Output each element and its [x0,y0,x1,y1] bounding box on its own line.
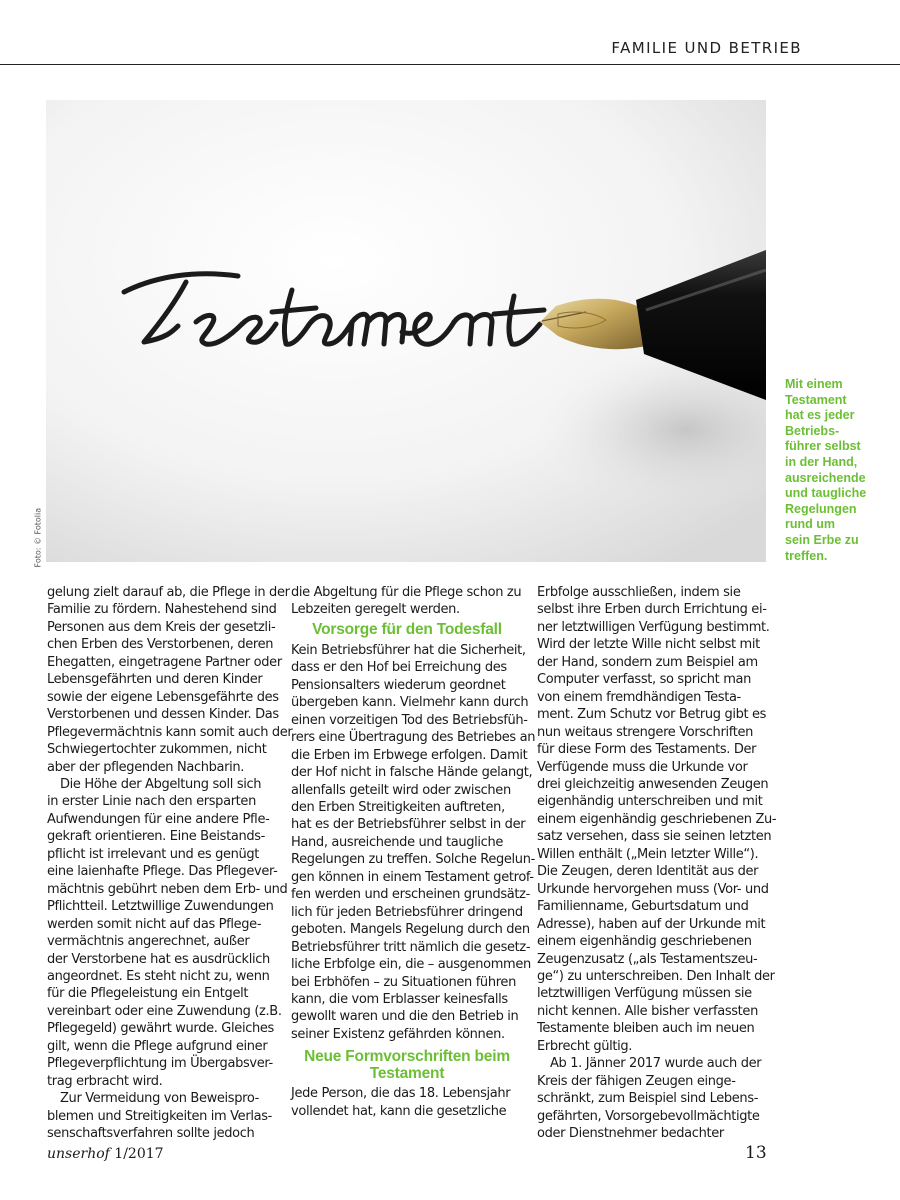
pull-quote-line: Mit einem [785,377,843,391]
text-line: Kein Betriebsführer hat die Sicherheit, [291,642,526,658]
text-line: der Hand, sondern zum Beispiel am [537,654,758,670]
pull-quote-line: treffen. [785,548,828,563]
text-line: Verstorbenen und dessen Kinder. Das [47,707,279,723]
text-line: rers eine Übertragung des Betriebes an [291,730,536,746]
text-line: pflicht ist irrelevant und es genügt [47,846,260,862]
text-line: Pflegegeld) gewährt wurde. Gleiches [47,1021,274,1037]
issue-number: 1/2017 [114,1146,164,1162]
text-line: vollendet hat, kann die gesetzliche [291,1103,507,1119]
text-line: die Abgeltung für die Pflege schon zu [291,585,522,600]
pull-quote-line: ausreichende [785,470,866,485]
pull-quote [785,377,893,564]
text-line: übergeben kann. Vielmehr kann durch [291,695,529,711]
pull-quote-line: Betriebs- [785,423,840,438]
text-line: lich für jeden Betriebsführer dringend [291,904,523,920]
text-line: gen können in einem Testament getrof- [291,869,534,885]
text-line: seiner Existenz gefährden können. [291,1026,505,1042]
pull-quote-line: sein Erbe zu [785,532,859,547]
pull-quote-line: hat es jeder [785,408,855,423]
article-column-2 [291,584,536,1120]
text-line: Ab 1. Jänner 2017 wurde auch der [550,1056,762,1072]
text-line: einem eigenhändig geschriebenen Zu- [537,811,777,827]
text-line: einen vorzeitigen Tod des Betriebsfüh- [291,712,528,728]
text-line: Lebensgefährten und deren Kinder [47,672,263,688]
text-line: von einem fremdhändigen Testa- [537,689,741,705]
text-line: chen Erben des Verstorbenen, deren [47,637,274,653]
text-line: gilt, wenn die Pflege aufgrund einer [47,1038,268,1054]
text-line: eine laienhafte Pflege. Das Pflegever- [47,864,278,880]
magazine-issue [47,1146,164,1162]
text-line: nicht kennen. Alle bisher verfassten [537,1003,758,1019]
text-line: Familienname, Geburtsdatum und [537,899,749,915]
text-line: satz versehen, dass sie seinen letzten [537,829,772,845]
text-line: senschaftsverfahren sollte jedoch [47,1126,255,1142]
text-line: für diese Form des Testaments. Der [537,742,757,758]
text-line: trag erbracht wird. [47,1073,163,1089]
text-line: ner letztwilligen Verfügung bestimmt. [537,619,770,635]
pull-quote-line: Regelungen [785,501,857,516]
text-line: Hand, ausreichende und taugliche [291,834,503,850]
text-line: selbst ihre Erben durch Errichtung ei- [537,602,767,618]
text-line: Personen aus dem Kreis der gesetzli- [47,619,276,635]
pull-quote-line: und taugliche [785,486,867,501]
text-line: dass er den Hof bei Erreichung des [291,660,507,676]
text-line: mächtnis gebührt neben dem Erb- und [47,881,288,897]
text-line: Die Höhe der Abgeltung soll sich [60,776,262,792]
text-line: nun weitaus strengere Vorschriften [537,724,753,740]
subheading-vorsorge: Vorsorge für den Todesfall [312,620,502,638]
page-number: 13 [745,1143,767,1163]
subheading-formvorschriften: Neue Formvorschriften beim Testament [304,1048,510,1083]
magazine-name: unserhof [47,1146,110,1162]
text-line: Adresse), haben auf der Urkunde mit [537,916,766,932]
text-line: in erster Linie nach den ersparten [47,794,256,810]
text-line: letztwilligen Verfügung müssen sie [537,986,752,1002]
text-line: Schwiegertochter zukommen, nicht [47,742,267,758]
text-line: Familie zu fördern. Nahestehend sind [47,602,277,618]
pull-quote-line: Testament [785,392,847,407]
text-line: schränkt, zum Beispiel sind Lebens- [537,1091,759,1107]
text-line: Aufwendungen für eine andere Pfle- [47,811,270,827]
photo-credit: Foto: © Fotolia [33,507,43,568]
text-line: Pflegevermächtnis kann somit auch der [47,724,293,740]
text-line: Erbfolge ausschließen, indem sie [537,585,741,600]
text-line: der Hof nicht in falsche Hände gelangt, [291,765,533,781]
text-line: den Erben Streitigkeiten auftreten, [291,799,505,815]
text-line: die Erben im Erbwege erfolgen. Damit [291,747,528,763]
text-line: vermächtnis angerechnet, außer [47,934,250,950]
testament-photo [46,100,766,562]
text-line: Zeugenzusatz („als Testamentszeu- [537,951,758,967]
text-line: geboten. Mangels Regelung durch den [291,922,530,938]
text-line: Willen enthält („Mein letzter Wille“). [537,846,759,862]
text-line: gelung zielt darauf ab, die Pflege in der [47,585,290,600]
text-line: Pflegeverpflichtung im Übergabsver- [47,1056,273,1072]
text-line: Lebzeiten geregelt werden. [291,602,460,618]
text-line: Pflichtteil. Letztwillige Zuwendungen [47,899,274,915]
article-column-1 [47,584,293,1143]
text-line: Kreis der fähigen Zeugen einge- [537,1073,736,1089]
article-column-3 [537,584,777,1143]
text-line: kann, die vom Erblasser keinesfalls [291,991,508,1007]
text-line: einem eigenhändig geschriebenen [537,934,752,950]
text-line: für die Pflegeleistung ein Entgelt [47,986,249,1002]
text-line: der Verstorbene hat es ausdrücklich [47,951,270,967]
text-line: Die Zeugen, deren Identität aus der [537,864,759,880]
text-line: Erbrecht gültig. [537,1038,633,1054]
text-line: werden somit nicht auf das Pflege- [47,916,262,932]
text-line: liche Erbfolge ein, die – ausgenommen [291,957,531,973]
text-line: bei Erbhöfen – zu Situationen führen [291,974,516,990]
text-line: hat es der Betriebsführer selbst in der [291,817,526,833]
text-line: Regelungen zu treffen. Solche Regelun- [291,852,535,868]
text-line: Testamente bleiben auch im neuen [537,1021,755,1037]
text-line: Verfügende muss die Urkunde vor [537,759,748,775]
text-line: gekraft orientieren. Eine Beistands- [47,829,265,845]
pull-quote-line: in der Hand, [785,454,858,469]
text-line: Zur Vermeidung von Beweispro- [60,1091,260,1107]
text-line: gefährten, Vorsorgebevollmächtigte [537,1108,760,1124]
text-line: allenfalls geteilt wird oder zwischen [291,782,511,798]
text-line: blemen und Streitigkeiten im Verlas- [47,1108,272,1124]
text-line: oder Dienstnehmer bedachter [537,1126,724,1142]
text-line: Jede Person, die das 18. Lebensjahr [291,1086,511,1102]
fountain-pen-writing-image [46,100,766,562]
text-line: Ehegatten, eingetragene Partner oder [47,654,282,670]
text-line: Computer verfasst, so spricht man [537,672,752,688]
text-line: ge“) zu unterschreiben. Den Inhalt der [537,968,775,984]
pull-quote-line: führer selbst [785,439,861,454]
section-header [0,0,900,65]
text-line: aber der pflegenden Nachbarin. [47,759,245,775]
text-line: sowie der eigene Lebensgefährte des [47,689,279,705]
text-line: vereinbart oder eine Zuwendung (z.B. [47,1003,282,1019]
text-line: eigenhändig unterschreiben und mit [537,794,763,810]
text-line: gewollt waren und die den Betrieb in [291,1009,519,1025]
section-title: FAMILIE UND BETRIEB [611,39,802,57]
text-line: Betriebsführer tritt nämlich die gesetz- [291,939,531,955]
pull-quote-line: rund um [785,517,835,532]
text-line: ment. Zum Schutz vor Betrug gibt es [537,707,767,723]
text-line: fen werden und erscheinen grundsätz- [291,887,530,903]
text-line: Pensionsalters wiederum geordnet [291,677,506,693]
text-line: drei gleichzeitig anwesenden Zeugen [537,776,769,792]
text-line: Wird der letzte Wille nicht selbst mit [537,637,760,653]
text-line: angeordnet. Es steht nicht zu, wenn [47,968,270,984]
text-line: Urkunde hervorgehen muss (Vor- und [537,881,769,897]
